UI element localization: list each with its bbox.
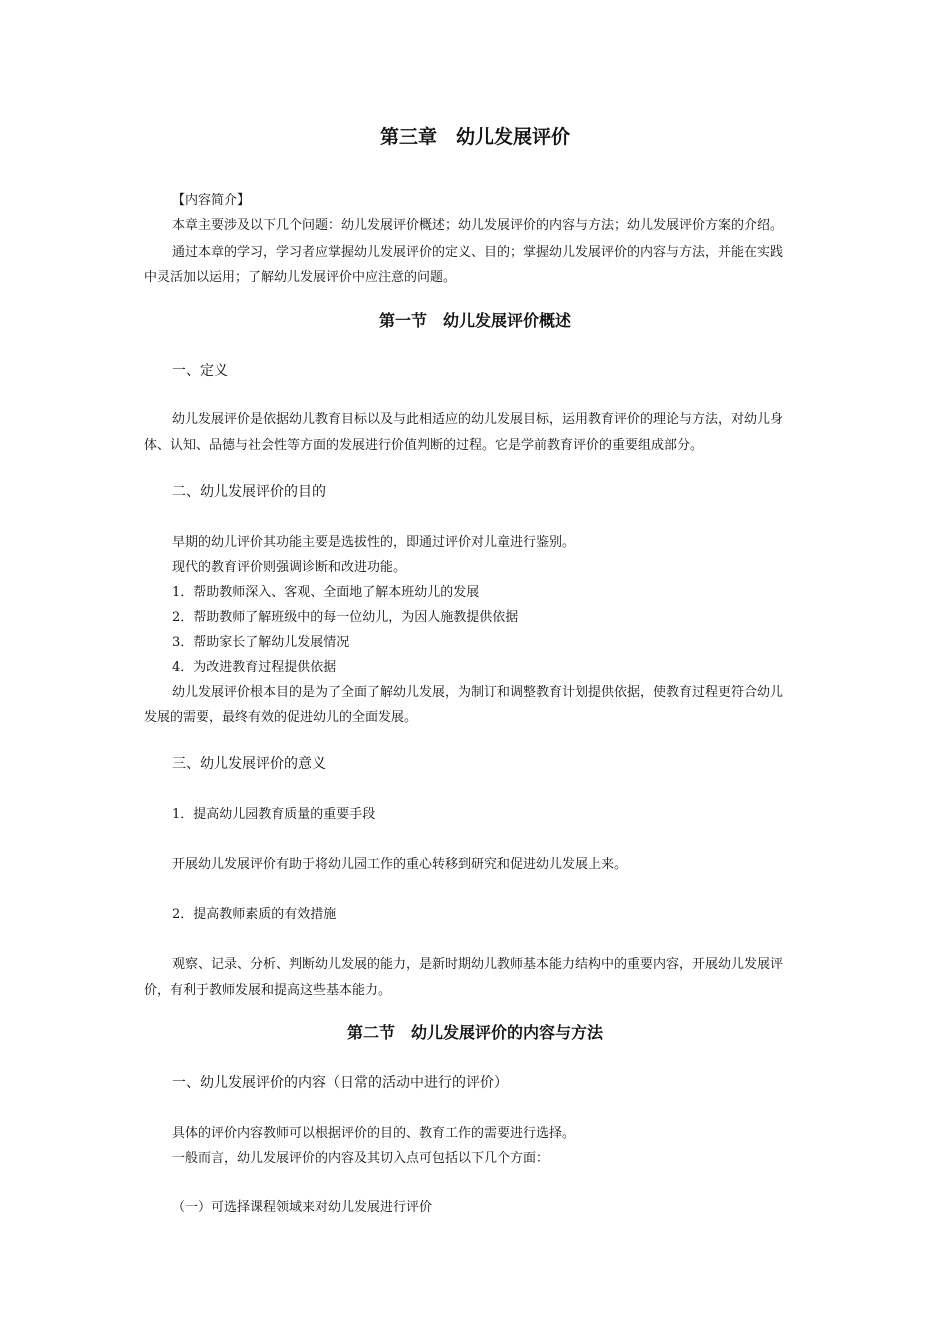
purpose-item-3: 3．帮助家长了解幼儿发展情况 [172, 635, 350, 650]
intro-label: 【内容简介】 [172, 193, 251, 208]
significance-2-title: 2．提高教师素质的有效措施 [172, 907, 337, 922]
purpose-modern: 现代的教育评价则强调诊断和改进功能。 [172, 560, 407, 575]
section-1-title: 第一节 幼儿发展评价概述 [378, 311, 571, 330]
purpose-item-2: 2．帮助教师了解班级中的每一位幼儿，为因人施教提供依据 [172, 610, 519, 625]
section-2-heading-content: 一、幼儿发展评价的内容（日常的活动中进行的评价） [172, 1075, 508, 1091]
section-1-heading-purpose: 二、幼儿发展评价的目的 [172, 484, 326, 500]
purpose-summary-line-1: 幼儿发展评价根本目的是为了全面了解幼儿发展，为制订和调整教育计划提供依据，使教育过程更符合幼儿 [172, 685, 784, 700]
content-subheading-1: （一）可选择课程领域来对幼儿发展进行评价 [172, 1200, 433, 1215]
significance-2-line-1: 观察、记录、分析、判断幼儿发展的能力，是新时期幼儿教师基本能力结构中的重要内容，开展幼儿发展评 [172, 957, 784, 972]
significance-1-text: 开展幼儿发展评价有助于将幼儿园工作的重心转移到研究和促进幼儿发展上来。 [172, 857, 628, 872]
intro-paragraph-2-line-2: 中灵活加以运用；了解幼儿发展评价中应注意的问题。 [144, 270, 457, 285]
section-1-heading-definition: 一、定义 [172, 363, 228, 379]
definition-line-2: 体、认知、品德与社会性等方面的发展进行价值判断的过程。它是学前教育评价的重要组成部分。 [144, 438, 704, 453]
significance-1-title: 1．提高幼儿园教育质量的重要手段 [172, 807, 376, 822]
intro-paragraph-2-line-1: 通过本章的学习，学习者应掌握幼儿发展评价的定义、目的；掌握幼儿发展评价的内容与方法，并能在实践 [172, 245, 784, 260]
chapter-title: 第三章 幼儿发展评价 [379, 126, 570, 148]
definition-line-1: 幼儿发展评价是依据幼儿教育目标以及与此相适应的幼儿发展目标，运用教育评价的理论与方法，对幼儿身 [172, 412, 784, 427]
significance-2-line-2: 价，有利于教师发展和提高这些基本能力。 [144, 983, 392, 998]
section-1-heading-significance: 三、幼儿发展评价的意义 [172, 756, 326, 772]
purpose-item-1: 1．帮助教师深入、客观、全面地了解本班幼儿的发展 [172, 585, 480, 600]
content-paragraph-2: 一般而言，幼儿发展评价的内容及其切入点可包括以下几个方面： [172, 1151, 550, 1166]
content-paragraph-1: 具体的评价内容教师可以根据评价的目的、教育工作的需要进行选择。 [172, 1126, 576, 1141]
purpose-early: 早期的幼儿评价其功能主要是选拔性的，即通过评价对儿童进行鉴别。 [172, 535, 576, 550]
intro-paragraph-1: 本章主要涉及以下几个问题：幼儿发展评价概述；幼儿发展评价的内容与方法；幼儿发展评价方案的介绍。 [172, 218, 784, 233]
purpose-item-4: 4．为改进教育过程提供依据 [172, 660, 337, 675]
purpose-summary-line-2: 发展的需要，最终有效的促进幼儿的全面发展。 [144, 710, 418, 725]
section-2-title: 第二节 幼儿发展评价的内容与方法 [346, 1023, 603, 1042]
